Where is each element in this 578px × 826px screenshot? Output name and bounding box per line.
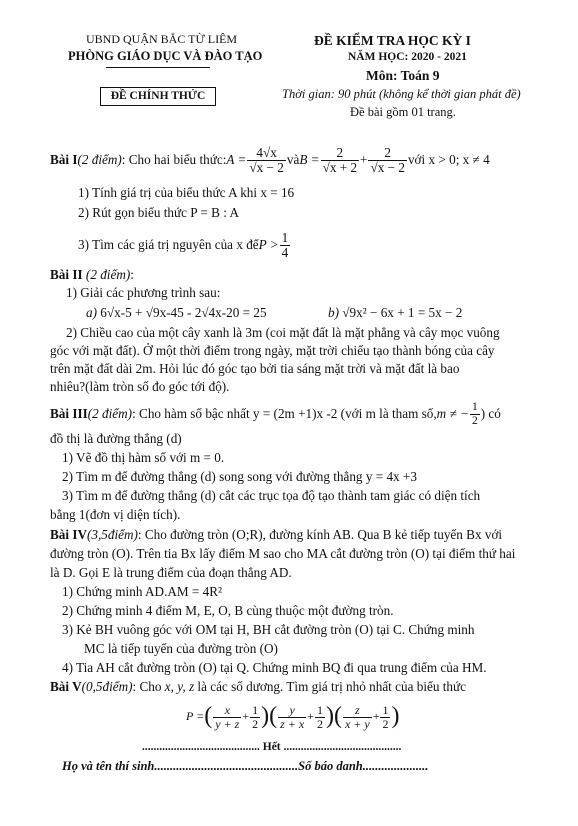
bai1-A-fraction: $\frac{4√x}{√x - 2}$ xyxy=(249,144,284,175)
bai4-q4: 4) Tia AH cắt đường tròn (O) tại Q. Chứng minh BQ đi qua trung điểm của HM. xyxy=(62,660,487,675)
bai1-q3-fraction: $\frac{1}{4}$ xyxy=(281,229,289,260)
bai1-plus: + xyxy=(360,152,368,168)
student-info-line: Họ và tên thí sinh..............................................Số báo danh..................... xyxy=(62,759,429,773)
header-left-line1: UBND QUẬN BẮC TỪ LIÊM xyxy=(86,32,238,46)
bai1-A: A = xyxy=(226,152,247,168)
bai1-condition: với x > 0; x ≠ 4 xyxy=(407,152,490,168)
bai4-q1: 1) Chứng minh AD.AM = 4R² xyxy=(62,584,222,599)
bai2-q2-line3: trên mặt đất dài 2m. Hỏi lúc đó góc tạo bởi tia sáng mặt trời và mặt đất là bao xyxy=(50,361,460,376)
bai2-q2-line4: nhiêu?(làm tròn số đo góc tới độ). xyxy=(50,379,230,394)
bai4-q3-line1: 3) Kẻ BH vuông góc với OM tại H, BH cắt đường tròn (O) tại C. Chứng minh xyxy=(62,622,475,637)
bai1-q2: 2) Rút gọn biểu thức P = B : A xyxy=(78,205,239,220)
bai3-line2: đồ thị là đường thẳng (d) xyxy=(50,431,182,446)
bai1-B: B = xyxy=(299,152,320,168)
bai3-cond-fraction: $\frac{1}{2}$ xyxy=(471,401,478,427)
bai3-q1: 1) Vẽ đồ thị hàm số với m = 0. xyxy=(62,450,225,465)
end-marker: ......................................... Hết ......................................... xyxy=(142,741,402,753)
bai3-q3-line2: bằng 1(đơn vị diện tích). xyxy=(50,507,181,522)
bai2-heading: Bài II (2 điểm): xyxy=(50,267,134,282)
bai1-q3: 3) Tìm các giá trị nguyên của x để P > $\frac{1}{4}$ xyxy=(78,229,289,260)
bai3-q2: 2) Tìm m để đường thẳng (d) song song với đường thẳng y = 4x +3 xyxy=(62,469,417,484)
official-stamp: ĐỀ CHÍNH THỨC xyxy=(100,87,216,106)
bai1-points: (2 điểm) xyxy=(77,152,122,168)
bai3-q3-line1: 3) Tìm m để đường thẳng (d) cắt các trục tọa độ tạo thành tam giác có diện tích xyxy=(62,488,481,503)
header-left-line2: PHÒNG GIÁO DỤC VÀ ĐÀO TẠO xyxy=(68,49,263,63)
bai4-line3: là D. Gọi E là trung điểm của đoạn thẳng AD. xyxy=(50,565,292,580)
bai1-line xyxy=(50,140,490,180)
page-count: Đề bài gồm 01 trang. xyxy=(350,105,456,119)
bai2-eq-a: a) 6√x-5 + √9x-45 - 2√4x-20 = 25 xyxy=(86,305,267,320)
exam-title: ĐỀ KIỂM TRA HỌC KỲ I xyxy=(314,33,471,48)
bai1-intro: : Cho hai biểu thức: xyxy=(121,152,227,168)
bai4-q2: 2) Chứng minh 4 điểm M, E, O, B cùng thuộc một đường tròn. xyxy=(62,603,394,618)
bai4-line1: Bài IV(3,5điểm): Cho đường tròn (O;R), đường kính AB. Qua B kẻ tiếp tuyến Bx với xyxy=(50,527,503,542)
bai4-line2: đường tròn (O). Trên tia Bx lấy điểm M sao cho MA cắt đường tròn (O) tại điểm thứ hai xyxy=(50,546,516,561)
bai3-line: Bài III (2 điểm) : Cho hàm số bậc nhất y = (2m +1)x -2 (với m là tham số, m ≠ − $\frac{1}{2}$ ) có xyxy=(50,401,501,427)
bai2-q2-line2: góc với mặt đất). Ở một thời điểm trong ngày, mặt trời chiếu tạo thành bóng của cây xyxy=(50,343,495,358)
bai1-q1: 1) Tính giá trị của biểu thức A khi x = 16 xyxy=(78,185,295,200)
bai1-and: và xyxy=(286,152,300,168)
bai2-eq-b: b) √9x² − 6x + 1 = 5x − 2 xyxy=(328,305,463,320)
bai1-label: Bài I xyxy=(50,152,78,168)
bai4-q3-line2: MC là tiếp tuyến của đường tròn (O) xyxy=(84,641,278,656)
school-year: NĂM HỌC: 2020 - 2021 xyxy=(348,51,467,63)
bai5-line: Bài V(0,5điểm): Cho x, y, z là các số dương. Tìm giá trị nhỏ nhất của biểu thức xyxy=(50,679,466,694)
subject: Môn: Toán 9 xyxy=(366,68,440,83)
bai5-formula: P = ( $\frac{x}{y + z}$ + $\frac{1}{2}$ )( $\frac{y}{z + x}$ + $\frac{1}{2}$ )( $\frac{z}{x + y}$ + $\frac{1}{2}$ ) xyxy=(186,702,400,731)
bai1-B-fraction2: $\frac{2}{√x - 2}$ xyxy=(370,144,405,175)
bai1-B-fraction1: $\frac{2}{√x + 2}$ xyxy=(322,144,358,175)
header-underline xyxy=(106,67,210,68)
exam-time: Thời gian: 90 phút (không kể thời gian phát đề) xyxy=(282,87,521,101)
bai2-q1: 1) Giải các phương trình sau: xyxy=(66,285,221,300)
bai2-q2-line1: 2) Chiều cao của một cây xanh là 3m (coi mặt đất là mặt phẳng và cây mọc vuông xyxy=(66,325,500,340)
